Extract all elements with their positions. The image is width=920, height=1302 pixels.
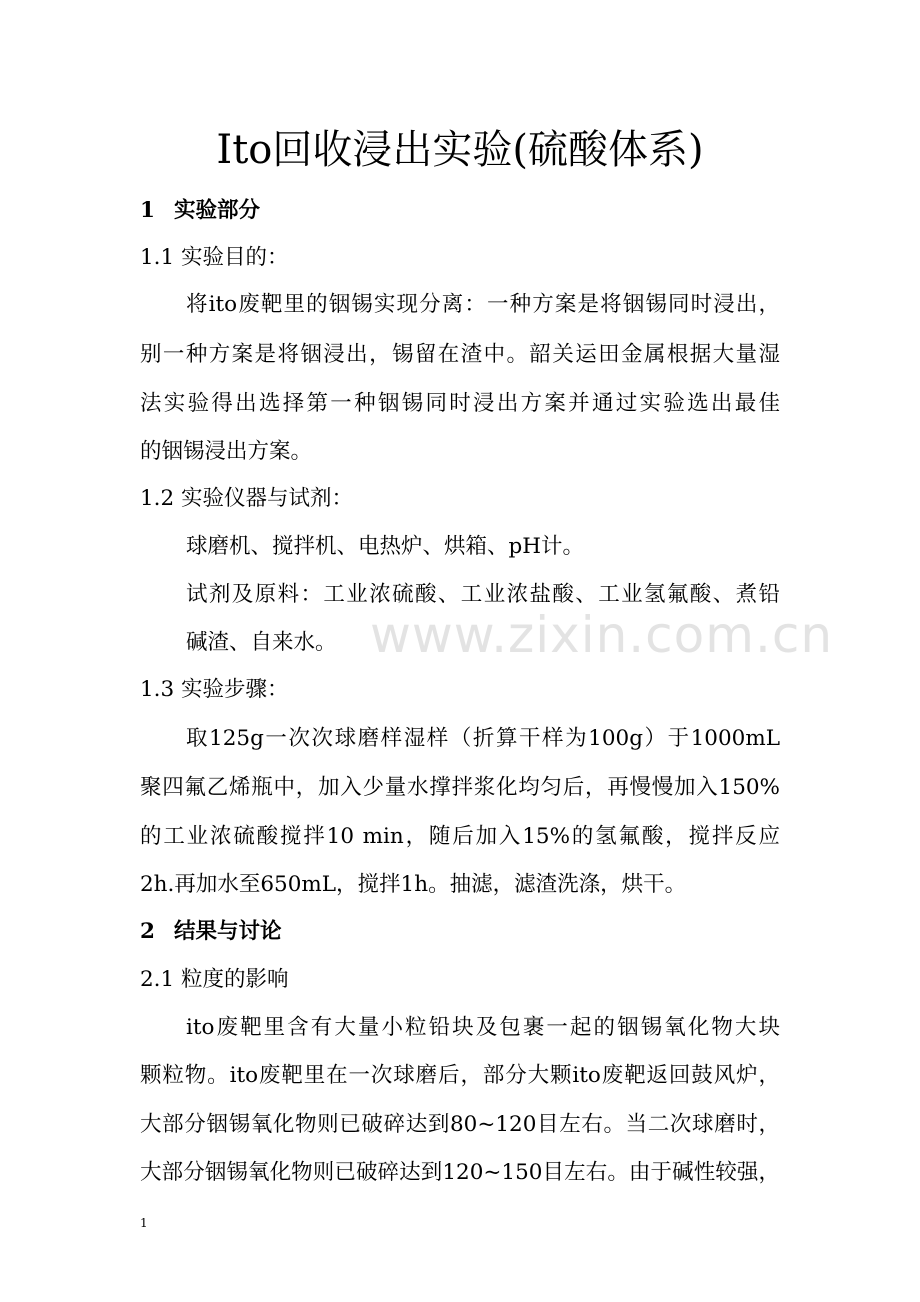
page-number: 1: [140, 1216, 148, 1230]
paragraph-line: 法实验得出选择第一种铟锡同时浸出方案并通过实验选出最佳: [140, 391, 780, 416]
subsection-2-1-heading: 2.1 粒度的影响: [140, 967, 289, 992]
reagents-line: 试剂及原料：工业浓硫酸、工业浓盐酸、工业氢氟酸、煮铅: [186, 582, 780, 607]
section-number: 1: [140, 198, 155, 223]
section-title: 结果与讨论: [174, 919, 282, 944]
section-1-heading: [140, 196, 260, 226]
paragraph-line: 大部分铟锡氧化物则已破碎达到120~150目左右。由于碱性较强，: [140, 1160, 780, 1185]
section-number: 2: [140, 919, 155, 944]
paragraph-line: 的工业浓硫酸搅拌10 min，随后加入15%的氢氟酸，搅拌反应: [140, 824, 780, 849]
reagents-line: 碱渣、自来水。: [186, 630, 337, 655]
paragraph-line: 别一种方案是将铟浸出，锡留在渣中。韶关运田金属根据大量湿: [140, 342, 780, 367]
paragraph-line: 取125g一次次球磨样湿样（折算干样为100g）于1000mL: [186, 726, 780, 751]
paragraph-line: 聚四氟乙烯瓶中，加入少量水撑拌浆化均匀后，再慢慢加入150%: [140, 775, 780, 800]
document-title: Ito回收浸出实验(硫酸体系): [216, 127, 704, 173]
subsection-1-3-heading: 1.3 实验步骤：: [140, 677, 289, 702]
section-2-heading: [140, 917, 282, 947]
paragraph-line: 大部分铟锡氧化物则已破碎达到80~120目左右。当二次球磨时，: [140, 1112, 780, 1137]
subsection-1-1-heading: 1.1 实验目的：: [140, 245, 289, 270]
subsection-1-2-heading: 1.2 实验仪器与试剂：: [140, 486, 354, 511]
section-title: 实验部分: [174, 198, 261, 223]
paragraph-line: 2h.再加水至650mL，搅拌1h。抽滤，滤渣洗涤，烘干。: [140, 872, 687, 897]
paragraph-line: 的铟锡浸出方案。: [140, 439, 313, 464]
equipment-line: 球磨机、搅拌机、电热炉、烘箱、pH计。: [186, 534, 585, 559]
paragraph-line: ito废靶里含有大量小粒铅块及包裹一起的铟锡氧化物大块: [186, 1015, 780, 1040]
paragraph-line: 颗粒物。ito废靶里在一次球磨后，部分大颗ito废靶返回鼓风炉，: [140, 1063, 780, 1088]
paragraph-line: 将ito废靶里的铟锡实现分离：一种方案是将铟锡同时浸出，: [186, 292, 780, 317]
watermark: www.zixin.com.cn: [370, 606, 834, 664]
